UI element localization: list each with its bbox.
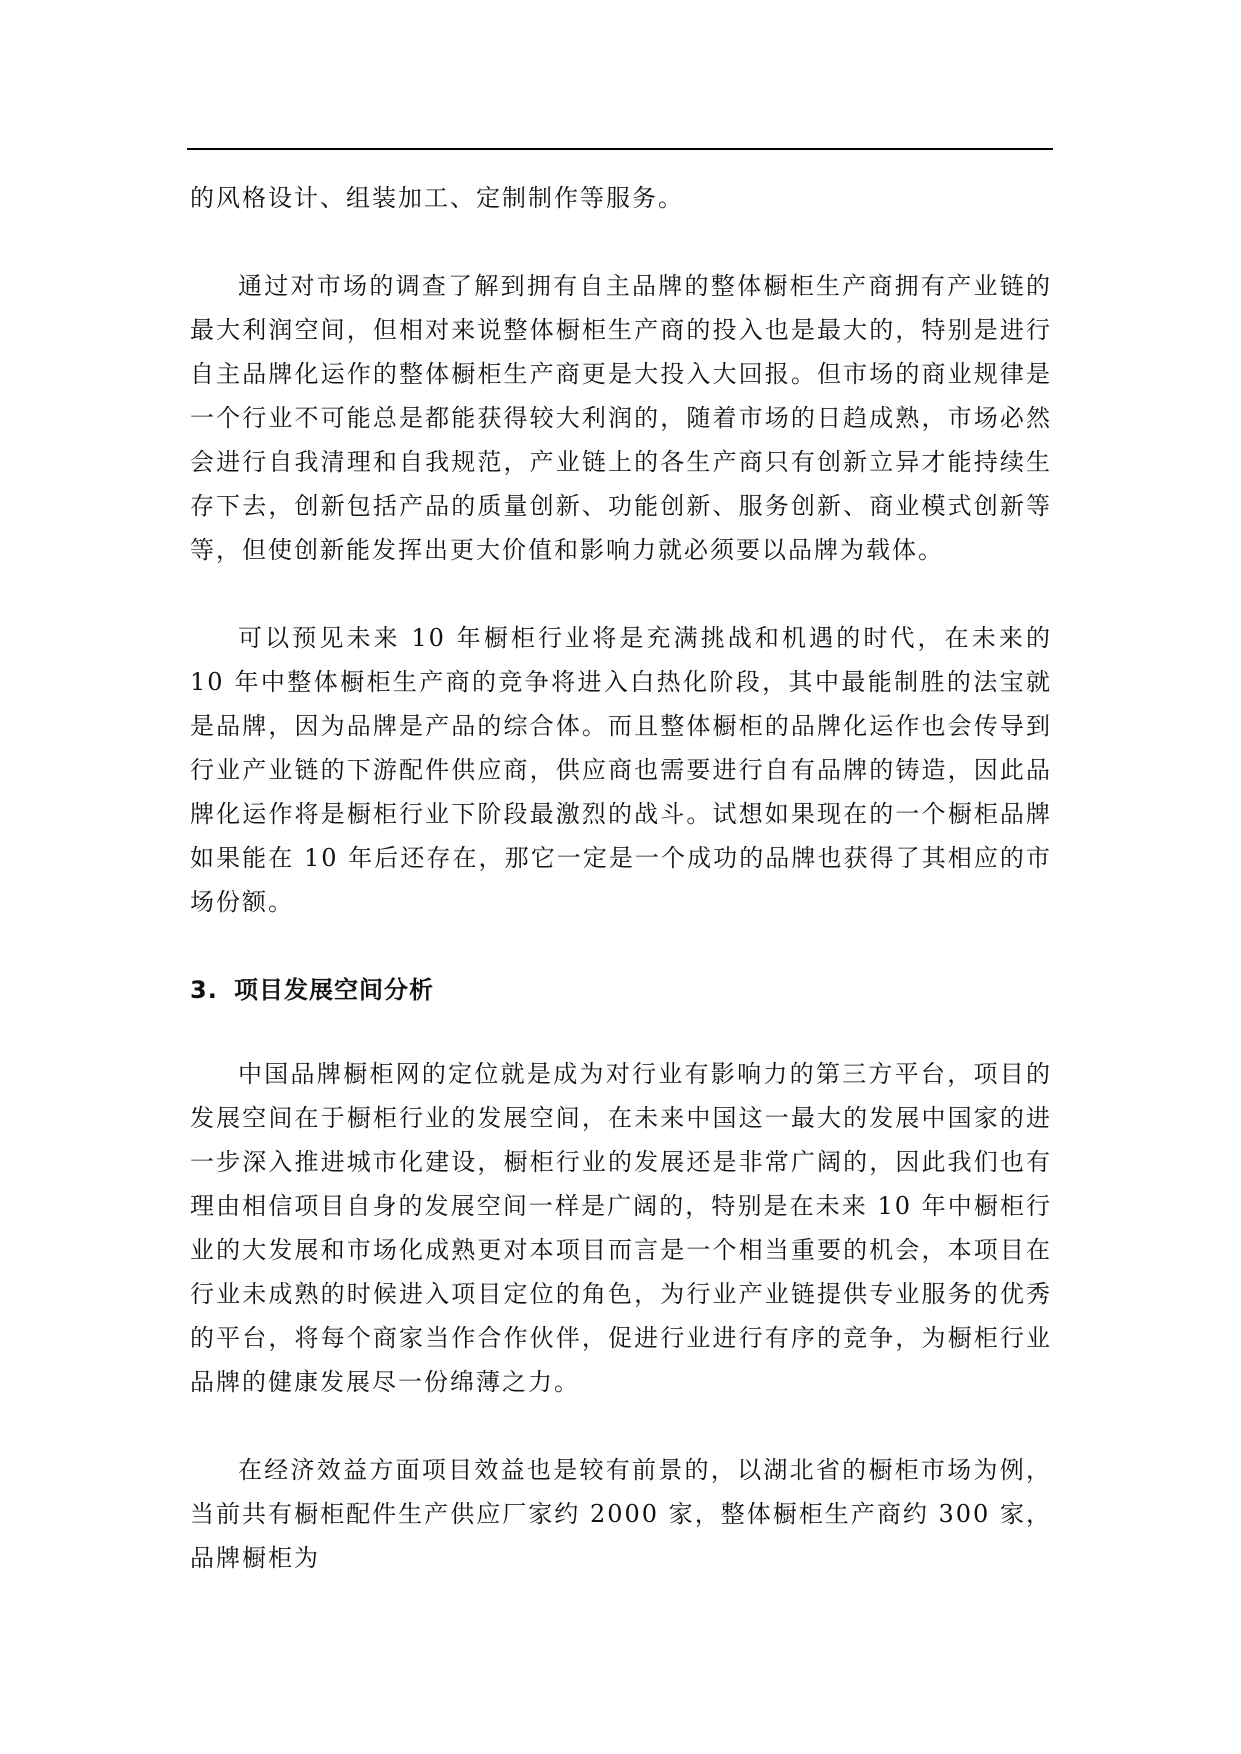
header-rule [187,148,1053,150]
section-heading [190,968,1052,1012]
paragraph-economic-benefit: 在经济效益方面项目效益也是较有前景的，以湖北省的橱柜市场为例，当前共有橱柜配件生产供应厂家约 2000 家，整体橱柜生产商约 300 家，品牌橱柜为 [190,1456,1052,1572]
paragraph-continuation: 的风格设计、组装加工、定制制作等服务。 [190,184,684,212]
section-number: 3. [190,976,218,1004]
paragraph-future-outlook: 可以预见未来 10 年橱柜行业将是充满挑战和机遇的时代，在未来的 10 年中整体橱柜生产商的竞争将进入白热化阶段，其中最能制胜的法宝就是品牌，因为品牌是产品的综合体。而且整体橱柜的品牌化运作也会传导到行业产业链的下游配件供应商，供应商也需要进行自有品牌的铸造，因此品牌化运作将是橱柜行业下阶段最激烈的战斗。试想如果现在的一个橱柜品牌如果能在 10 年后还存在，那它一定是一个成功的品牌也获得了其相应的市场份额。 [190,624,1052,916]
section-title: 项目发展空间分析 [234,976,434,1004]
paragraph-market-survey: 通过对市场的调查了解到拥有自主品牌的整体橱柜生产商拥有产业链的最大利润空间，但相对来说整体橱柜生产商的投入也是最大的，特别是进行自主品牌化运作的整体橱柜生产商更是大投入大回报。但市场的商业规律是一个行业不可能总是都能获得较大利润的，随着市场的日趋成熟，市场必然会进行自我清理和自我规范，产业链上的各生产商只有创新立异才能持续生存下去，创新包括产品的质量创新、功能创新、服务创新、商业模式创新等等，但使创新能发挥出更大价值和影响力就必须要以品牌为载体。 [190,272,1052,564]
paragraph-positioning: 中国品牌橱柜网的定位就是成为对行业有影响力的第三方平台，项目的发展空间在于橱柜行业的发展空间，在未来中国这一最大的发展中国家的进一步深入推进城市化建设，橱柜行业的发展还是非常广阔的，因此我们也有理由相信项目自身的发展空间一样是广阔的，特别是在未来 10 年中橱柜行业的大发展和市场化成熟更对本项目而言是一个相当重要的机会，本项目在行业未成熟的时候进入项目定位的角色，为行业产业链提供专业服务的优秀的平台，将每个商家当作合作伙伴，促进行业进行有序的竞争，为橱柜行业品牌的健康发展尽一份绵薄之力。 [190,1060,1052,1396]
document-body [190,176,1052,1580]
